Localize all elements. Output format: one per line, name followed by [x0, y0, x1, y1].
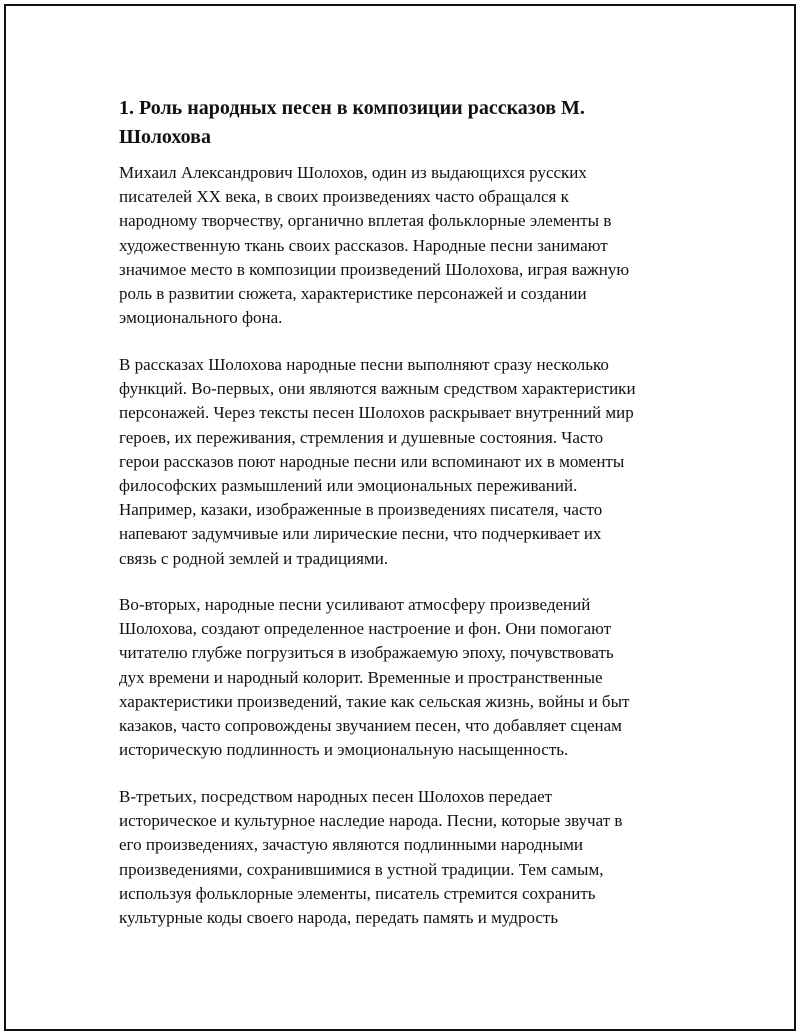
text-line: историческое и культурное наследие народа. Песни, которые звучат в	[119, 811, 623, 831]
text-line: Михаил Александрович Шолохов, один из выдающихся русских	[119, 163, 587, 182]
text-line: эмоционального фона.	[119, 308, 283, 328]
text-line: В рассказах Шолохова народные песни выполняют сразу несколько	[119, 355, 609, 374]
section-title	[119, 94, 585, 152]
text-line: произведениями, сохранившимися в устной традиции. Тем самым,	[119, 859, 604, 879]
paragraph-2	[119, 353, 636, 571]
text-line: казаков, часто сопровождены звучанием песен, что добавляет сценам	[119, 716, 622, 736]
text-line: герои рассказов поют народные песни или вспоминают их в моменты	[119, 451, 625, 471]
text-line: напевают задумчивые или лирические песни, что подчеркивает их	[119, 524, 602, 544]
title-line: Шолохова	[119, 126, 211, 148]
paragraph-1	[119, 161, 629, 330]
text-line: характеристики произведений, такие как сельская жизнь, войны и быт	[119, 691, 630, 711]
text-line: философских размышлений или эмоциональных переживаний.	[119, 476, 578, 496]
text-line: народному творчеству, органично вплетая фольклорные элементы в	[119, 211, 612, 231]
text-line: В-третьих, посредством народных песен Шолохов передает	[119, 787, 553, 806]
text-line: дух времени и народный колорит. Временные и пространственные	[119, 667, 603, 687]
text-line: культурные коды своего народа, передать память и мудрость	[119, 908, 559, 928]
text-line: Шолохова, создают определенное настроение и фон. Они помогают	[119, 619, 612, 639]
paragraph-4	[119, 785, 622, 930]
title-line: 1. Роль народных песен в композиции рассказов М.	[119, 97, 585, 119]
text-line: его произведениях, зачастую являются подлинными народными	[119, 835, 583, 855]
text-line: используя фольклорные элементы, писатель стремится сохранить	[119, 883, 596, 903]
text-line: Например, казаки, изображенные в произведениях писателя, часто	[119, 500, 603, 520]
text-line: значимое место в композиции произведений Шолохова, играя важную	[119, 259, 630, 279]
text-line: персонажей. Через тексты песен Шолохов раскрывает внутренний мир	[119, 403, 634, 423]
text-line: читателю глубже погрузиться в изображаемую эпоху, почувствовать	[119, 643, 614, 663]
text-line: художественную ткань своих рассказов. Народные песни занимают	[119, 235, 608, 255]
text-line: Во-вторых, народные песни усиливают атмосферу произведений	[119, 595, 591, 614]
text-line: функций. Во-первых, они являются важным средством характеристики	[119, 379, 636, 399]
text-line: писателей XX века, в своих произведениях часто обращался к	[119, 187, 569, 207]
text-line: роль в развитии сюжета, характеристике персонажей и создании	[119, 284, 587, 304]
paragraph-3	[119, 593, 629, 762]
text-line: героев, их переживания, стремления и душевные состояния. Часто	[119, 427, 604, 447]
text-line: историческую подлинность и эмоциональную насыщенность.	[119, 740, 569, 760]
text-line: связь с родной землей и традициями.	[119, 548, 389, 568]
